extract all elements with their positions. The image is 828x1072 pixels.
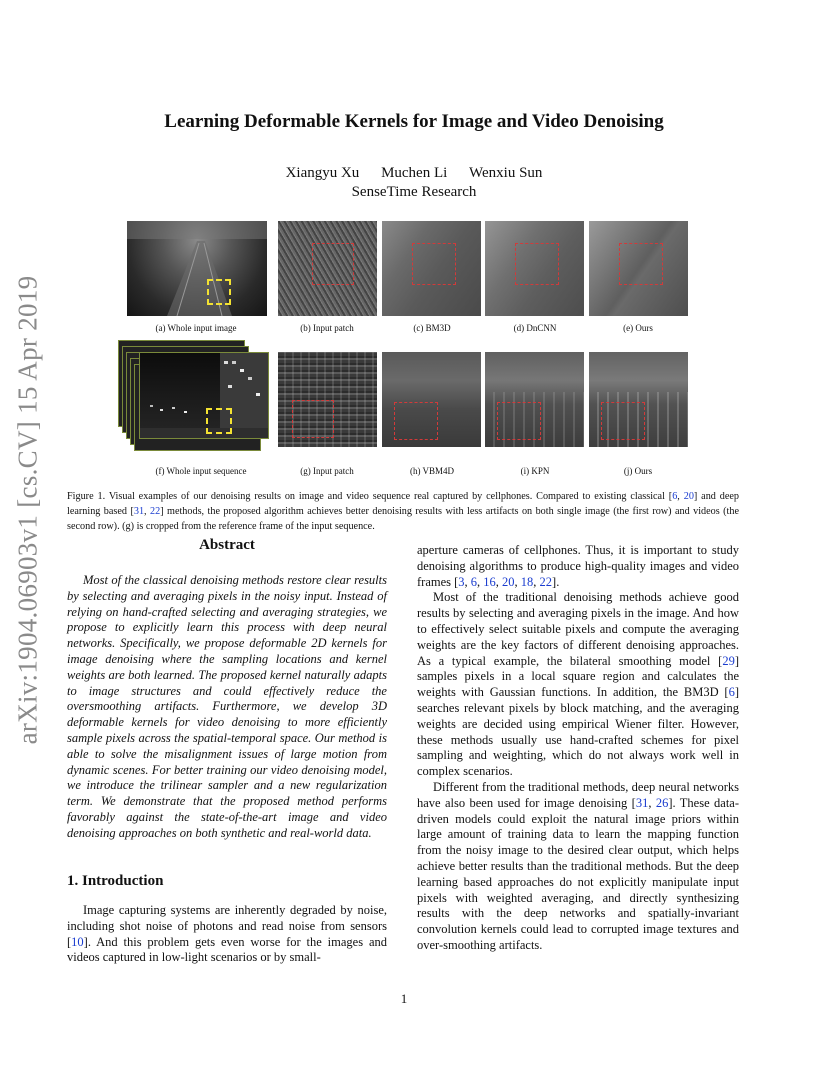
- arxiv-identifier: arXiv:1904.06903v1 [cs.CV] 15 Apr 2019: [12, 275, 43, 745]
- caption-e: (e) Ours: [623, 323, 653, 333]
- dncnn-result-image: [485, 221, 584, 316]
- right-column: [417, 543, 739, 954]
- citation-link[interactable]: 6: [672, 491, 678, 502]
- citation-link[interactable]: 6: [470, 574, 478, 589]
- page-number: 1: [400, 991, 408, 1006]
- affiliation: SenseTime Research: [351, 184, 477, 200]
- introduction-body: [67, 903, 387, 966]
- citation-link[interactable]: 16: [483, 574, 496, 589]
- author-3: Wenxiu Sun: [469, 165, 543, 181]
- citation-link[interactable]: 3: [458, 574, 465, 589]
- arxiv-sidebar: [8, 275, 48, 745]
- intro-paragraph-1: Image capturing systems are inherently degraded by noise, including shot noise of photons and read noise from sensors [10]. And this problem gets even worse for the images and videos captured in low-light scenarios or by small-: [67, 903, 387, 965]
- citation-link[interactable]: 6: [728, 685, 735, 700]
- introduction-heading: 1. Introduction: [67, 873, 164, 889]
- caption-f: (f) Whole input sequence: [155, 466, 247, 476]
- zoom-region: [394, 402, 438, 440]
- right-paragraph-2: Different from the traditional methods, deep neural networks have also been used for image denoising [31, 26]. These data-driven models could exploit the natural image priors within large amount of training data to learn the mapping function from the noisy image to the desired clear output, which helps achieve better results than the traditional methods. But the deep learning based approaches do not explicitly manipulate input pixels with weighted averaging, and directly synthesizing results with the deep networks and spatially-invariant convolution kernels could lead to corrupted image textures and over-smoothing artifacts.: [417, 779, 740, 952]
- zoom-region: [412, 243, 456, 285]
- abstract-body: [67, 573, 387, 842]
- zoom-region: [292, 400, 334, 438]
- right-paragraph-0: aperture cameras of cellphones. Thus, it is important to study denoising algorithms to produce high-quality images and video frames [3, 6, 16, 20, 18, 22].: [417, 543, 739, 589]
- zoom-region: [515, 243, 559, 285]
- author-2: Muchen Li: [381, 165, 448, 181]
- caption-a: (a) Whole input image: [155, 323, 237, 333]
- caption-c: (c) BM3D: [413, 323, 451, 333]
- citation-link[interactable]: 20: [683, 491, 694, 502]
- figure-caption: Figure 1. Visual examples of our denoising results on image and video sequence real captured by cellphones. Compared to existing classical [6, 20] and deep learning based [31, 22] methods, the proposed algorithm achieves better denoising results with less artifacts on both single image (the first row) and videos (the second row). (g) is cropped from the reference frame of the input sequence.: [67, 491, 740, 532]
- abstract-text: Most of the classical denoising methods restore clear results by selecting and averaging pixels in the noisy input. Instead of relying on hand-crafted selecting and averaging strategies, we propose to explicitly learn this process with deep neural networks. Specifically, we propose deformable 2D kernels for image denoising where the sampling locations and kernel weights are both learned. The proposed kernel naturally adapts to image structures and could effectively reduce the oversmoothing artifacts. Furthermore, we develop 3D deformable kernels for video denoising to more efficiently sample pixels across the spatial-temporal space. Our method is able to solve the misalignment issues of large motion from dynamic scenes. For better training our video denoising model, we introduce the trilinear sampler and a new regularization term. We demonstrate that the proposed method performs favorably against the state-of-the-art image and video denoising approaches on both synthetic and real-world data.: [67, 573, 387, 840]
- citation-link[interactable]: 22: [539, 574, 553, 589]
- whole-input-image: [127, 221, 267, 316]
- ours-result-image: [589, 221, 688, 316]
- citation-link[interactable]: 31: [635, 795, 649, 810]
- abstract-heading: Abstract: [199, 537, 255, 553]
- zoom-region: [312, 243, 354, 285]
- caption-h: (h) VBM4D: [409, 466, 455, 476]
- input-patch-image: [278, 221, 377, 316]
- zoom-region: [619, 243, 663, 285]
- caption-i: (i) KPN: [520, 466, 550, 476]
- citation-link[interactable]: 26: [655, 795, 669, 810]
- right-paragraph-1: Most of the traditional denoising methods achieve good results by selecting and averaging pixels in the image. And how to effectively select suitable pixels and compute the averaging weights are the key factors of different denoising approaches. As a typical example, the bilateral smoothing model [29] samples pixels in a local square region and calculates the weights with Gaussian functions. In addition, the BM3D [6] searches relevant pixels by block matching, and the averaging weights are decided using empirical Wiener filter. However, these methods usually use hand-crafted schemes for pixel sampling and weighting, which do not always work well in complex scenarios.: [417, 590, 739, 779]
- zoom-region: [497, 402, 541, 440]
- caption-d: (d) DnCNN: [513, 323, 557, 333]
- kpn-result-image: [485, 352, 584, 447]
- author-1: Xiangyu Xu: [285, 165, 360, 181]
- citation-link[interactable]: 20: [502, 574, 515, 589]
- author-list: [0, 165, 828, 182]
- caption-j: (j) Ours: [623, 466, 653, 476]
- zoom-region: [601, 402, 645, 440]
- crop-marker: [207, 279, 231, 305]
- citation-link[interactable]: 29: [722, 653, 735, 668]
- bm3d-result-image: [382, 221, 481, 316]
- caption-b: (b) Input patch: [300, 323, 354, 333]
- citation-link[interactable]: 31: [133, 506, 145, 517]
- crop-marker: [206, 408, 232, 434]
- ours-sequence-result-image: [589, 352, 688, 447]
- citation-link[interactable]: 22: [150, 506, 161, 517]
- reference-frame-image: [139, 352, 269, 439]
- paper-title: Learning Deformable Kernels for Image and Video Denoising: [164, 111, 664, 132]
- vbm4d-result-image: [382, 352, 481, 447]
- citation-link[interactable]: 10: [71, 934, 84, 949]
- caption-g: (g) Input patch: [300, 466, 354, 476]
- citation-link[interactable]: 18: [520, 574, 534, 589]
- input-patch-sequence-image: [278, 352, 377, 447]
